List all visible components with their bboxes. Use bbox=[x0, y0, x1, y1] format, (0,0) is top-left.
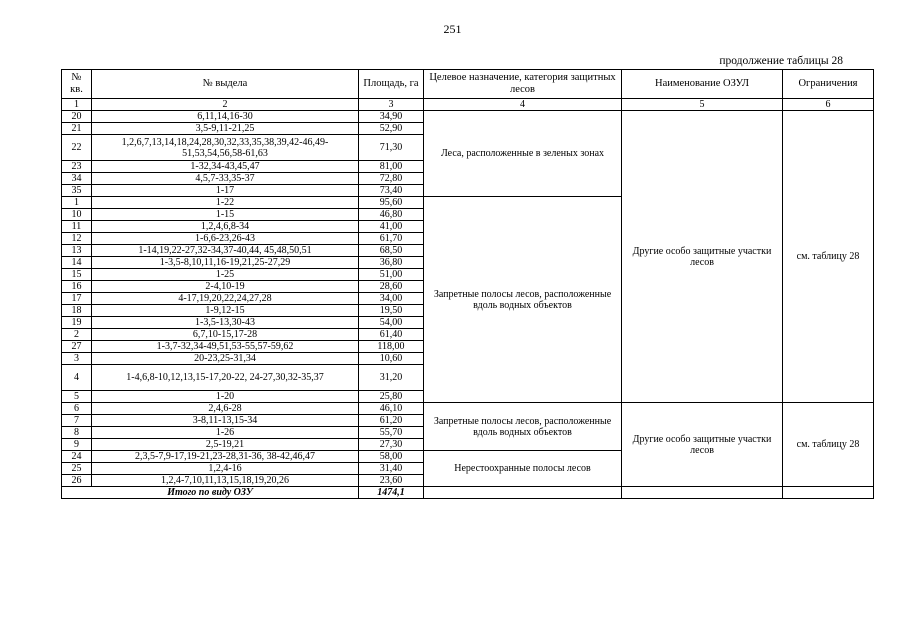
vydel-cell: 1-6,6-23,26-43 bbox=[92, 233, 359, 245]
table-continuation-note: продолжение таблицы 28 bbox=[719, 55, 843, 67]
purpose-water-strips-a: Запретные полосы лесов, расположенные вдоль водных объектов bbox=[424, 197, 622, 403]
vydel-cell: 1-15 bbox=[92, 209, 359, 221]
kv-cell: 13 bbox=[62, 245, 92, 257]
kv-cell: 3 bbox=[62, 353, 92, 365]
column-number: 2 bbox=[92, 99, 359, 111]
vydel-cell: 6,7,10-15,17-28 bbox=[92, 329, 359, 341]
column-number-row bbox=[62, 99, 874, 111]
limits-b: см. таблицу 28 bbox=[783, 403, 874, 487]
kv-cell: 14 bbox=[62, 257, 92, 269]
vydel-cell: 1-3,5-13,30-43 bbox=[92, 317, 359, 329]
area-cell: 51,00 bbox=[359, 269, 424, 281]
kv-cell: 16 bbox=[62, 281, 92, 293]
limits-a: см. таблицу 28 bbox=[783, 111, 874, 403]
kv-cell: 12 bbox=[62, 233, 92, 245]
kv-cell: 1 bbox=[62, 197, 92, 209]
area-cell: 19,50 bbox=[359, 305, 424, 317]
area-cell: 54,00 bbox=[359, 317, 424, 329]
kv-cell: 11 bbox=[62, 221, 92, 233]
kv-cell: 6 bbox=[62, 403, 92, 415]
kv-cell: 25 bbox=[62, 463, 92, 475]
vydel-cell: 1-22 bbox=[92, 197, 359, 209]
vydel-cell: 2,3,5-7,9-17,19-21,23-28,31-36, 38-42,46,47 bbox=[92, 451, 359, 463]
page-number: 251 bbox=[443, 22, 462, 36]
area-cell: 71,30 bbox=[359, 135, 424, 161]
vydel-cell: 1-4,6,8-10,12,13,15-17,20-22, 24-27,30,32-35,37 bbox=[92, 365, 359, 391]
total-area: 1474,1 bbox=[359, 487, 424, 499]
area-cell: 10,60 bbox=[359, 353, 424, 365]
column-number: 3 bbox=[359, 99, 424, 111]
purpose-spawning-strips: Нерестоохранные полосы лесов bbox=[424, 451, 622, 487]
area-cell: 68,50 bbox=[359, 245, 424, 257]
area-cell: 58,00 bbox=[359, 451, 424, 463]
vydel-cell: 3-8,11-13,15-34 bbox=[92, 415, 359, 427]
header-kv: № кв. bbox=[62, 70, 92, 99]
vydel-cell: 1-32,34-43,45,47 bbox=[92, 161, 359, 173]
vydel-cell: 2,5-19,21 bbox=[92, 439, 359, 451]
kv-cell: 7 bbox=[62, 415, 92, 427]
kv-cell: 4 bbox=[62, 365, 92, 391]
total-row bbox=[62, 487, 874, 499]
header-area: Площадь, га bbox=[359, 70, 424, 99]
vydel-cell: 1-20 bbox=[92, 391, 359, 403]
area-cell: 55,70 bbox=[359, 427, 424, 439]
kv-cell: 27 bbox=[62, 341, 92, 353]
purpose-water-strips-b: Запретные полосы лесов, расположенные вдоль водных объектов bbox=[424, 403, 622, 451]
vydel-cell: 4-17,19,20,22,24,27,28 bbox=[92, 293, 359, 305]
column-number: 4 bbox=[424, 99, 622, 111]
kv-cell: 20 bbox=[62, 111, 92, 123]
kv-cell: 22 bbox=[62, 135, 92, 161]
area-cell: 72,80 bbox=[359, 173, 424, 185]
kv-cell: 10 bbox=[62, 209, 92, 221]
area-cell: 61,40 bbox=[359, 329, 424, 341]
vydel-cell: 1-3,7-32,34-49,51,53-55,57-59,62 bbox=[92, 341, 359, 353]
kv-cell: 23 bbox=[62, 161, 92, 173]
vydel-cell: 4,5,7-33,35-37 bbox=[92, 173, 359, 185]
column-number: 6 bbox=[783, 99, 874, 111]
header-limits: Ограничения bbox=[783, 70, 874, 99]
ozul-name-a: Другие особо защитные участки лесов bbox=[622, 111, 783, 403]
area-cell: 73,40 bbox=[359, 185, 424, 197]
kv-cell: 19 bbox=[62, 317, 92, 329]
ozul-name-b: Другие особо защитные участки лесов bbox=[622, 403, 783, 487]
empty-cell bbox=[622, 487, 783, 499]
area-cell: 118,00 bbox=[359, 341, 424, 353]
table-row bbox=[62, 111, 874, 123]
area-cell: 52,90 bbox=[359, 123, 424, 135]
vydel-cell: 1-9,12-15 bbox=[92, 305, 359, 317]
vydel-cell: 1-3,5-8,10,11,16-19,21,25-27,29 bbox=[92, 257, 359, 269]
vydel-cell: 20-23,25-31,34 bbox=[92, 353, 359, 365]
area-cell: 61,20 bbox=[359, 415, 424, 427]
empty-cell bbox=[424, 487, 622, 499]
area-cell: 61,70 bbox=[359, 233, 424, 245]
area-cell: 27,30 bbox=[359, 439, 424, 451]
kv-cell: 15 bbox=[62, 269, 92, 281]
kv-cell: 8 bbox=[62, 427, 92, 439]
area-cell: 28,60 bbox=[359, 281, 424, 293]
area-cell: 31,20 bbox=[359, 365, 424, 391]
column-number: 5 bbox=[622, 99, 783, 111]
vydel-cell: 2,4,6-28 bbox=[92, 403, 359, 415]
vydel-cell: 1-26 bbox=[92, 427, 359, 439]
vydel-cell: 3,5-9,11-21,25 bbox=[92, 123, 359, 135]
kv-cell: 5 bbox=[62, 391, 92, 403]
kv-cell: 18 bbox=[62, 305, 92, 317]
kv-cell: 35 bbox=[62, 185, 92, 197]
kv-cell: 26 bbox=[62, 475, 92, 487]
area-cell: 41,00 bbox=[359, 221, 424, 233]
column-number: 1 bbox=[62, 99, 92, 111]
vydel-cell: 1-17 bbox=[92, 185, 359, 197]
header-row bbox=[62, 70, 874, 99]
area-cell: 81,00 bbox=[359, 161, 424, 173]
vydel-cell: 1,2,4-16 bbox=[92, 463, 359, 475]
kv-cell: 34 bbox=[62, 173, 92, 185]
header-ozul: Наименование ОЗУЛ bbox=[622, 70, 783, 99]
area-cell: 31,40 bbox=[359, 463, 424, 475]
vydel-cell: 2-4,10-19 bbox=[92, 281, 359, 293]
area-cell: 95,60 bbox=[359, 197, 424, 209]
ozu-table bbox=[61, 69, 874, 499]
kv-cell: 2 bbox=[62, 329, 92, 341]
vydel-cell: 6,11,14,16-30 bbox=[92, 111, 359, 123]
area-cell: 23,60 bbox=[359, 475, 424, 487]
purpose-green-zones: Леса, расположенные в зеленых зонах bbox=[424, 111, 622, 197]
kv-cell: 9 bbox=[62, 439, 92, 451]
vydel-cell: 1,2,4,6,8-34 bbox=[92, 221, 359, 233]
empty-cell bbox=[783, 487, 874, 499]
total-label: Итого по виду ОЗУ bbox=[62, 487, 359, 499]
vydel-cell: 1-25 bbox=[92, 269, 359, 281]
area-cell: 34,90 bbox=[359, 111, 424, 123]
area-cell: 36,80 bbox=[359, 257, 424, 269]
vydel-cell: 1-14,19,22-27,32-34,37-40,44, 45,48,50,51 bbox=[92, 245, 359, 257]
vydel-cell: 1,2,6,7,13,14,18,24,28,30,32,33,35,38,39,42-46,49-51,53,54,56,58-61,63 bbox=[92, 135, 359, 161]
kv-cell: 21 bbox=[62, 123, 92, 135]
kv-cell: 17 bbox=[62, 293, 92, 305]
area-cell: 25,80 bbox=[359, 391, 424, 403]
header-vydel: № выдела bbox=[92, 70, 359, 99]
kv-cell: 24 bbox=[62, 451, 92, 463]
header-purpose: Целевое назначение, категория защитных лесов bbox=[424, 70, 622, 99]
area-cell: 46,80 bbox=[359, 209, 424, 221]
area-cell: 46,10 bbox=[359, 403, 424, 415]
vydel-cell: 1,2,4-7,10,11,13,15,18,19,20,26 bbox=[92, 475, 359, 487]
table-row bbox=[62, 403, 874, 415]
area-cell: 34,00 bbox=[359, 293, 424, 305]
